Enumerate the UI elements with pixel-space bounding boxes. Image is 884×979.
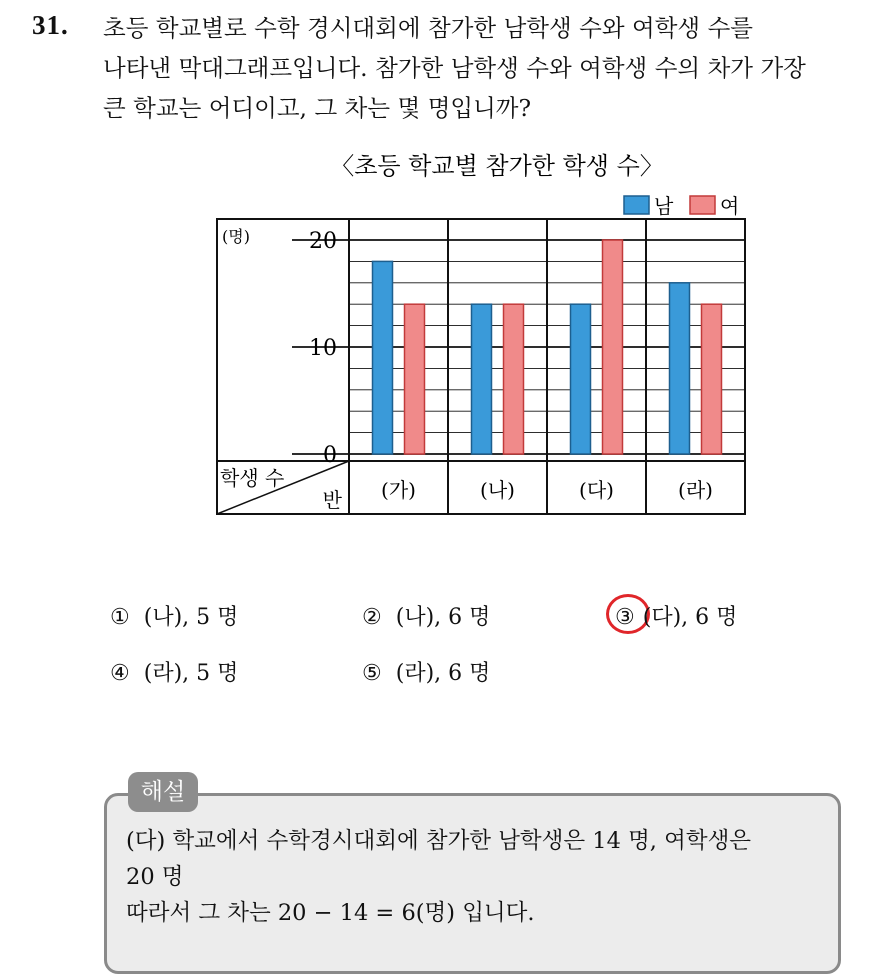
bar-여-0 — [405, 304, 425, 454]
choice-4-number: ④ — [110, 661, 130, 686]
chart-title: 〈초등 학교별 참가한 학생 수〉 — [330, 152, 664, 180]
choice-3-number: ③ — [615, 605, 635, 630]
choice-1-number: ① — [110, 605, 130, 630]
category-label: (라) — [678, 478, 713, 502]
choice-1-text: (나), 5 명 — [143, 605, 239, 630]
choice-5-number: ⑤ — [362, 661, 382, 686]
chart-labels — [220, 227, 713, 512]
choice-5[interactable] — [362, 656, 490, 687]
corner-label-top: 학생 수 — [220, 466, 285, 490]
question-line: 나타낸 막대그래프입니다. 참가한 남학생 수와 여학생 수의 차가 가장 — [103, 54, 806, 82]
question-line: 초등 학교별로 수학 경시대회에 참가한 남학생 수와 여학생 수를 — [103, 14, 753, 42]
y-tick-label: 20 — [309, 229, 337, 254]
corner-label-bottom: 반 — [322, 488, 342, 512]
question-line: 큰 학교는 어디이고, 그 차는 몇 명입니까? — [103, 94, 532, 122]
solution-text — [126, 823, 826, 931]
category-label: (다) — [579, 478, 614, 502]
legend-swatch-남 — [624, 196, 649, 214]
y-tick-label: 10 — [309, 336, 337, 361]
choice-2-number: ② — [362, 605, 382, 630]
legend-label: 여 — [720, 194, 740, 218]
choice-4-text: (라), 5 명 — [143, 661, 239, 686]
bar-남-1 — [472, 304, 492, 454]
unit-label: (명) — [222, 227, 250, 246]
legend-label: 남 — [654, 194, 674, 218]
choice-3-text: (다), 6 명 — [642, 605, 738, 630]
bar-여-3 — [702, 304, 722, 454]
legend-swatch-여 — [690, 196, 715, 214]
bar-남-3 — [670, 283, 690, 454]
solution-tab: 해설 — [128, 772, 198, 812]
choice-3[interactable] — [615, 600, 737, 631]
choice-2-text: (나), 6 명 — [395, 605, 491, 630]
question-number: 31. — [32, 10, 69, 40]
bar-남-2 — [571, 304, 591, 454]
choice-4[interactable] — [110, 656, 238, 687]
solution-line: (다) 학교에서 수학경시대회에 참가한 남학생은 14 명, 여학생은 — [126, 828, 752, 854]
choice-1[interactable] — [110, 600, 238, 631]
category-label: (나) — [480, 478, 515, 502]
category-label: (가) — [381, 478, 416, 502]
solution-line: 20 명 — [126, 864, 184, 890]
chart-legend — [624, 194, 739, 218]
y-tick-label: 0 — [323, 443, 337, 468]
choice-5-text: (라), 6 명 — [395, 661, 491, 686]
choice-2[interactable] — [362, 600, 490, 631]
solution-line: 따라서 그 차는 20 − 14 = 6(명) 입니다. — [126, 900, 535, 926]
bar-여-2 — [603, 240, 623, 454]
bar-여-1 — [504, 304, 524, 454]
bar-남-0 — [373, 261, 393, 454]
